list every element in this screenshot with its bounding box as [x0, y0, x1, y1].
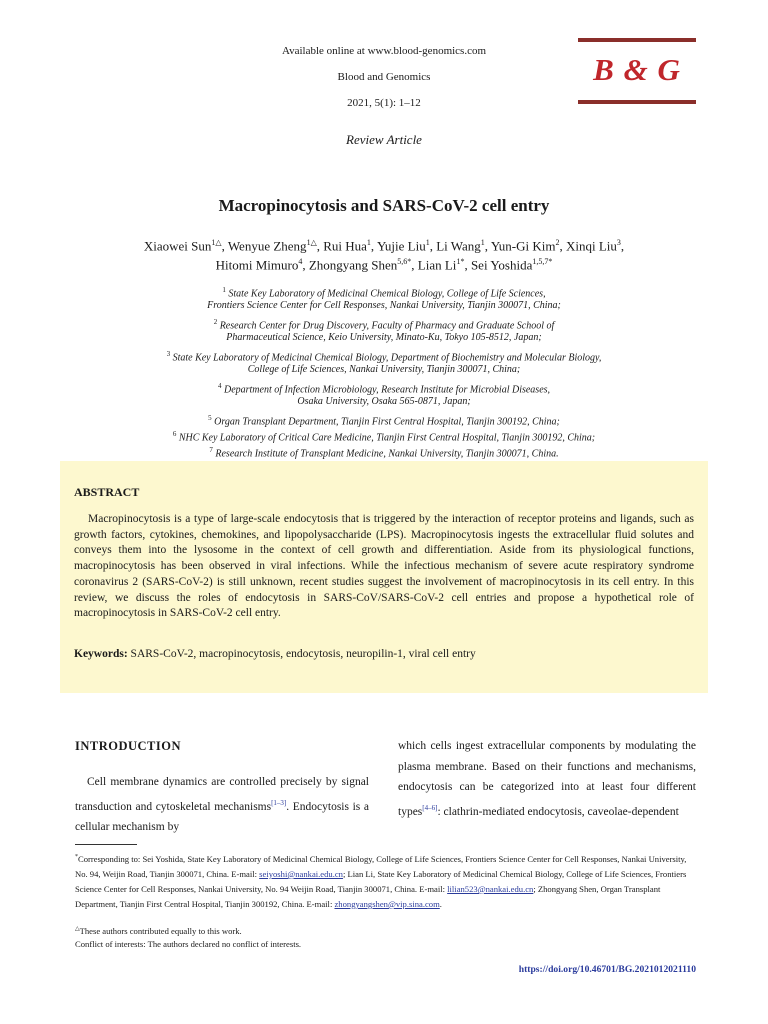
footnote-divider: [75, 844, 137, 845]
affiliation-text: State Key Laboratory of Medicinal Chemical Biology, College of Life Sciences,: [228, 288, 546, 300]
journal-name: Blood and Genomics: [337, 71, 431, 83]
introduction-heading: INTRODUCTION: [75, 739, 182, 753]
author-affiliation-mark: 3: [616, 238, 621, 247]
equal-text: These authors contributed equally to this work.: [79, 925, 242, 936]
corr-text-c: ; Zhongyang Shen, Organ Transplant Department, Tianjin First Central Hospital, Tianjin 300192, China. E-mail:: [75, 883, 661, 909]
journal-volume: 2021, 5(1): 1–12: [347, 97, 421, 109]
intro-left-text-a: Cell membrane dynamics are controlled precisely by signal transduction and cytoskeletal mechanisms: [75, 776, 369, 813]
author-affiliation-mark: 1,5,7*: [532, 257, 553, 266]
affiliation-text: State Key Laboratory of Medicinal Chemical Biology, Department of Biochemistry and Molecular Biology,: [172, 352, 602, 364]
author-name: Lian Li: [417, 257, 457, 273]
affiliation-number: 4: [217, 382, 222, 390]
affiliation-text: Research Center for Drug Discovery, Faculty of Pharmacy and Graduate School of: [219, 320, 555, 332]
author-name: Yun-Gi Kim: [490, 238, 556, 254]
affiliation-text: Department of Infection Microbiology, Research Institute for Microbial Diseases,: [223, 384, 551, 396]
author-affiliation-mark: 1△: [306, 238, 317, 247]
intro-left-text-b: . Endocytosis is a cellular mechanism by: [75, 800, 369, 833]
author-name: Wenyue Zheng: [227, 238, 307, 254]
author-affiliation-mark: 5,6*: [397, 257, 412, 266]
citation-link[interactable]: [1–3]: [271, 798, 287, 807]
abstract-heading: ABSTRACT: [74, 485, 140, 499]
corr-text-d: .: [439, 898, 442, 909]
author-name: Sei Yoshida: [470, 257, 533, 273]
article-type: Review Article: [346, 132, 422, 147]
affiliation-text: Frontiers Science Center for Cell Responses, Nankai University, Tianjin 300071, China;: [207, 300, 561, 311]
author-name: Yujie Liu: [376, 238, 426, 254]
journal-logo: [578, 38, 696, 104]
author-name: Rui Hua: [323, 238, 367, 254]
affiliation-number: 2: [213, 318, 218, 326]
article-title: Macropinocytosis and SARS-CoV-2 cell entry: [218, 196, 550, 215]
email-link-li[interactable]: lilian523@nankai.edu.cn: [447, 883, 534, 894]
affiliation-number: 5: [208, 414, 212, 422]
affiliation-line: [60, 362, 708, 378]
affiliation-line: [60, 330, 708, 346]
author-affiliation-mark: 2: [555, 238, 560, 247]
affiliation-number: 3: [166, 350, 171, 358]
doi-link[interactable]: https://doi.org/10.46701/BG.2021012021110: [518, 964, 696, 975]
author-affiliation-mark: 1△: [211, 238, 222, 247]
abstract-box: [60, 461, 708, 693]
author-affiliation-mark: 1: [480, 238, 485, 247]
logo-text: B & G: [593, 52, 681, 87]
equal-mark: △: [75, 926, 80, 932]
author-list-line-1: Xiaowei Sun$^{1\triangle}$, Wenyue Zheng$^{1\triangle}$, Rui Hua$^1$, Yujie Liu$^1$, Li Wang$^1$, Yun-Gi Kim$^2$, Xinqi Liu$^3$,: [143, 238, 625, 254]
keywords-text: SARS-CoV-2, macropinocytosis, endocytosis, neuropilin-1, viral cell entry: [130, 648, 476, 660]
affiliation-text: College of Life Sciences, Nankai University, Tianjin 300071, China;: [247, 364, 521, 375]
intro-right-column: [398, 736, 696, 822]
email-link-yoshida[interactable]: seiyoshi@nankai.edu.cn: [259, 868, 343, 879]
affiliation-line: [60, 298, 708, 314]
keywords: [74, 648, 476, 660]
author-name: Xiaowei Sun: [143, 238, 212, 254]
affiliation-number: 7: [209, 446, 213, 454]
logo-bottom-bar: [578, 100, 696, 104]
abstract-text: Macropinocytosis is a type of large-scale endocytosis that is triggered by the interaction of receptor proteins and ligands, such as growth factors, cytokines, chemokines, and lipopolysaccharide (LPS). Macropinocytosis ingests the extracellular fluid solutes and conveys them into the lysosome in the context of cell growth and differentiation. Aside from its physiological functions, macropinocytosis has been observed in viral infections. While the infectious mechanism of severe acute respiratory syndrome coronavirus 2 (SARS-CoV-2) is still unknown, recent studies suggest the involvement of macropinocytosis in its cell entry. In this review, we discuss the roles of endocytosis in SARS-CoV/SARS-CoV-2 cell entries and propose a hypothetical role of macropinocytosis in SARS-CoV-2 cell entry.: [74, 513, 694, 620]
logo-top-bar: [578, 38, 696, 42]
journal-website: Available online at www.blood-genomics.com: [281, 45, 487, 57]
author-affiliation-mark: 4: [298, 257, 303, 266]
author-affiliation-mark: 1: [366, 238, 371, 247]
author-affiliation-mark: 1*: [456, 257, 465, 266]
author-affiliation-mark: 1: [425, 238, 430, 247]
corr-text-b: ; Lian Li, State Key Laboratory of Medicinal Chemical Biology, College of Life Sciences, Frontiers Science Center for Cell Responses, Nankai University, No. 94 Weijin Road, Tianjin 300071, China. E-mail:: [75, 868, 687, 894]
affiliation-text: Organ Transplant Department, Tianjin First Central Hospital, Tianjin 300192, China;: [214, 416, 560, 428]
intro-right-text-b: : clathrin-mediated endocytosis, caveolae-dependent: [437, 805, 679, 818]
keywords-label: Keywords:: [74, 648, 128, 660]
affiliation-text: NHC Key Laboratory of Critical Care Medicine, Tianjin First Central Hospital, Tianjin 300192, China;: [178, 432, 596, 444]
author-list-line-2: Hitomi Mimuro$^4$, Zhongyang Shen$^{5,6*}$, Lian $Li^{1*}$, Sei Yoshida$^{1,5,7*}$: [215, 257, 553, 273]
footnote-conflict: Conflict of interests: The authors declared no conflict of interests.: [75, 939, 302, 949]
corresponding-mark: *: [75, 854, 78, 860]
affiliation-text: Research Institute of Transplant Medicine, Nankai University, Tianjin 300071, China.: [215, 448, 559, 460]
affiliation-text: Osaka University, Osaka 565-0871, Japan;: [297, 396, 471, 407]
author-name: Li Wang: [436, 238, 481, 254]
affiliation-number: 6: [172, 430, 177, 438]
affiliation-line: [60, 394, 708, 410]
footnote-correspondence: [75, 850, 697, 912]
affiliation-number: 1: [222, 286, 226, 294]
email-link-shen[interactable]: zhongyangshen@vip.sina.com: [334, 898, 440, 909]
author-name: Hitomi Mimuro: [215, 257, 299, 273]
intro-left-column: [75, 772, 369, 837]
corr-text-a: Corresponding to: Sei Yoshida, State Key Laboratory of Medicinal Chemical Biology, College of Life Sciences, Frontiers Science Center for Cell Responses, Nankai University, No. 94, Weijin Road, Tianjin 300071, China. E-mail:: [75, 853, 687, 879]
affiliation-text: Pharmaceutical Science, Keio University, Minato-Ku, Tokyo 105-8512, Japan;: [226, 332, 542, 343]
affiliation-line: [60, 442, 708, 462]
author-name: Zhongyang Shen: [308, 257, 398, 273]
citation-link[interactable]: [4–6]: [422, 803, 438, 812]
intro-right-text-a: which cells ingest extracellular components by modulating the plasma membrane. Based on their functions and mechanisms, endocytosis can be categorized into at least four different types: [398, 740, 696, 818]
author-name: Xinqi Liu: [565, 238, 617, 254]
